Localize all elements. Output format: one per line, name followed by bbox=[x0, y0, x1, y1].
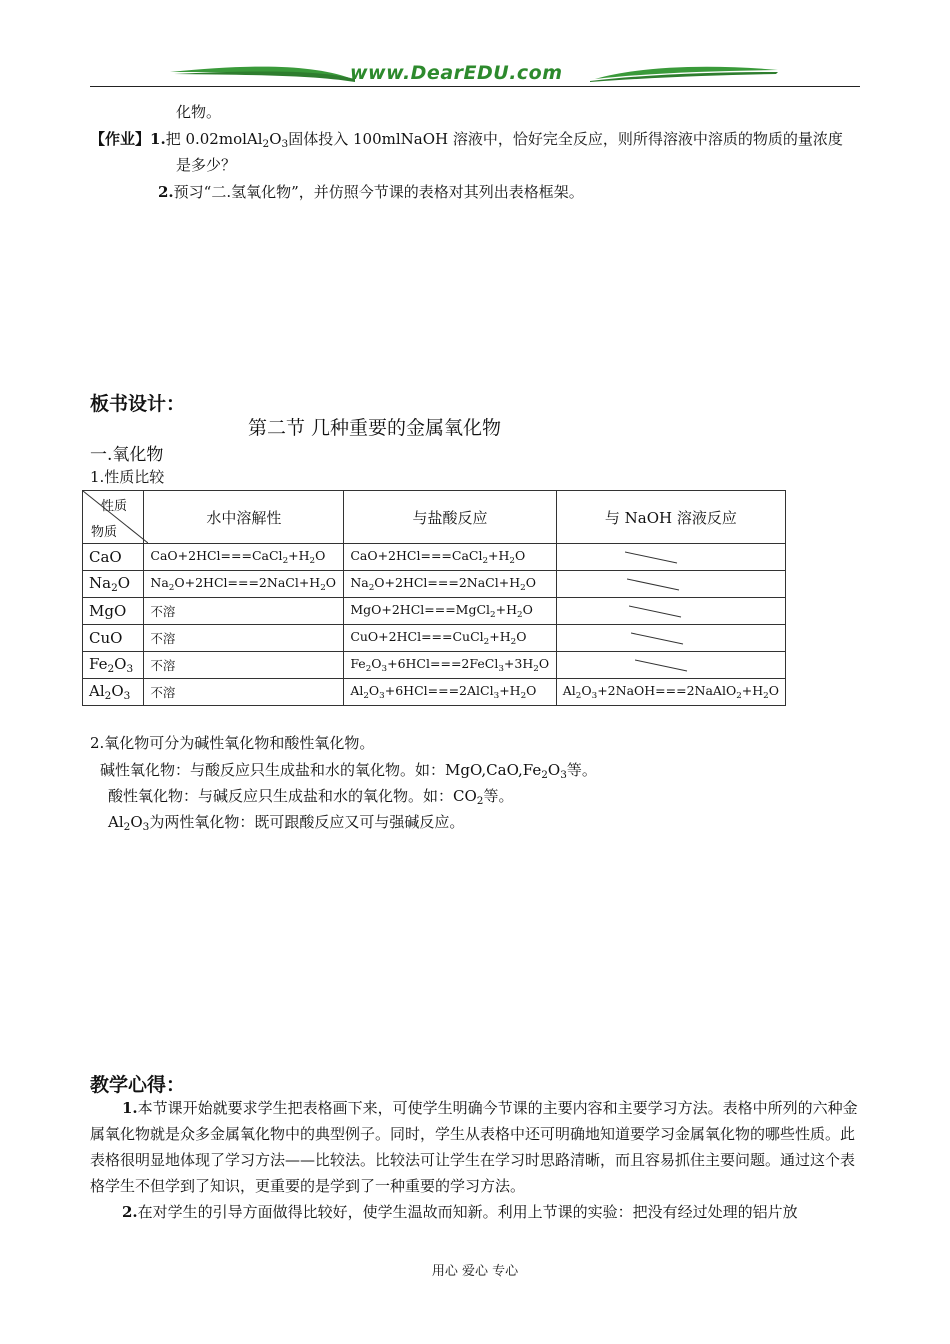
no-reaction-cell bbox=[556, 625, 785, 652]
oxide-name: CuO bbox=[83, 625, 144, 652]
homework-q2: 2.预习“二.氢氧化物”，并仿照今节课的表格对其列出表格框架。 bbox=[158, 183, 584, 201]
board-point2: 2.氧化物可分为碱性氧化物和酸性氧化物。 bbox=[90, 734, 375, 752]
table-header-row bbox=[83, 491, 786, 544]
header-logo-text: www.DearEDU.com bbox=[350, 62, 563, 84]
no-reaction-cell bbox=[556, 544, 785, 571]
oxide-name: $Na_2O$ bbox=[83, 571, 144, 598]
col-header-hcl: 与盐酸反应 bbox=[344, 491, 556, 544]
no-reaction-cell bbox=[556, 571, 785, 598]
homework-label: 【作业】 bbox=[90, 130, 151, 148]
header-rule bbox=[90, 86, 860, 87]
table-row: $Al_2O_3$ 不溶 $Al_2O_3+6HCl===2AlCl_3+H_2O$ $Al_2O_3+2NaOH===2NaAlO_2+H_2O$ bbox=[83, 679, 786, 706]
homework-q1: 【作业】1.把 $0.02molAl_2O_3$固体投入 100mlNaOH 溶液中，恰好完全反应，则所得溶液中溶质的物质的量浓度 bbox=[90, 130, 843, 150]
page-footer: 用心 爱心 专心 bbox=[431, 1264, 519, 1279]
table-row: CuO 不溶 $CuO+2HCl===CuCl_2+H_2O$ bbox=[83, 625, 786, 652]
reflection-paragraph-1: 1.本节课开始就要求学生把表格画下来，可使学生明确今节课的主要内容和主要学习方法。表格中所列的六种金属氧化物就是众多金属氧化物中的典型例子。同时，学生从表格中还可明确地知道要学习金属氧化物的哪些性质。此表格很明显地体现了学习方法——比较法。比较法可让学生在学习时思路清晰，而且容易抓住主要问题。通过这个表格学生不但学到了知识，更重要的是学到了一种重要的学习方法。 bbox=[90, 1099, 858, 1195]
oxide-name: MgO bbox=[83, 598, 144, 625]
oxide-comparison-table bbox=[82, 490, 786, 706]
basic-oxide-def: 碱性氧化物：与酸反应只生成盐和水的氧化物。如：$MgO,CaO,Fe_2O_3$等。 bbox=[100, 761, 597, 781]
homework-q1-cont: 是多少？ bbox=[176, 156, 237, 174]
table-row: MgO 不溶 $MgO+2HCl===MgCl_2+H_2O$ bbox=[83, 598, 786, 625]
board-heading: 板书设计： bbox=[90, 393, 186, 415]
table-row: $Na_2O$ $Na_2O+2HCl===2NaCl+H_2O$ $Na_2O+2HCl===2NaCl+H_2O$ bbox=[83, 571, 786, 598]
oxide-name: $Fe_2O_3$ bbox=[83, 652, 144, 679]
no-reaction-cell bbox=[556, 598, 785, 625]
no-reaction-cell bbox=[556, 652, 785, 679]
acidic-oxide-def: 酸性氧化物：与碱反应只生成盐和水的氧化物。如：$CO_2$等。 bbox=[108, 787, 514, 807]
amphoteric-oxide-def: $Al_2O_3$为两性氧化物：既可跟酸反应又可与强碱反应。 bbox=[108, 813, 465, 833]
oxide-name: $Al_2O_3$ bbox=[83, 679, 144, 706]
table-row: $Fe_2O_3$ 不溶 $Fe_2O_3+6HCl===2FeCl_3+3H_2O$ bbox=[83, 652, 786, 679]
oxide-name: CaO bbox=[83, 544, 144, 571]
col-header-naoh: 与 NaOH 溶液反应 bbox=[556, 491, 785, 544]
board-sub1: 一.氧化物 bbox=[90, 445, 164, 465]
continued-line: 化物。 bbox=[176, 103, 222, 121]
table-row: CaO $CaO+2HCl===CaCl_2+H_2O$ $CaO+2HCl===CaCl_2+H_2O$ bbox=[83, 544, 786, 571]
board-sub2: 1.性质比较 bbox=[90, 468, 165, 486]
col-header-solubility: 水中溶解性 bbox=[144, 491, 344, 544]
reflection-heading: 教学心得： bbox=[90, 1074, 186, 1096]
reflection-paragraph-2: 2.在对学生的引导方面做得比较好，使学生温故而知新。利用上节课的实验：把没有经过处理的铝片放 bbox=[122, 1203, 798, 1221]
board-title: 第二节 几种重要的金属氧化物 bbox=[248, 417, 502, 439]
corner-cell: 性质 物质 bbox=[83, 491, 144, 544]
